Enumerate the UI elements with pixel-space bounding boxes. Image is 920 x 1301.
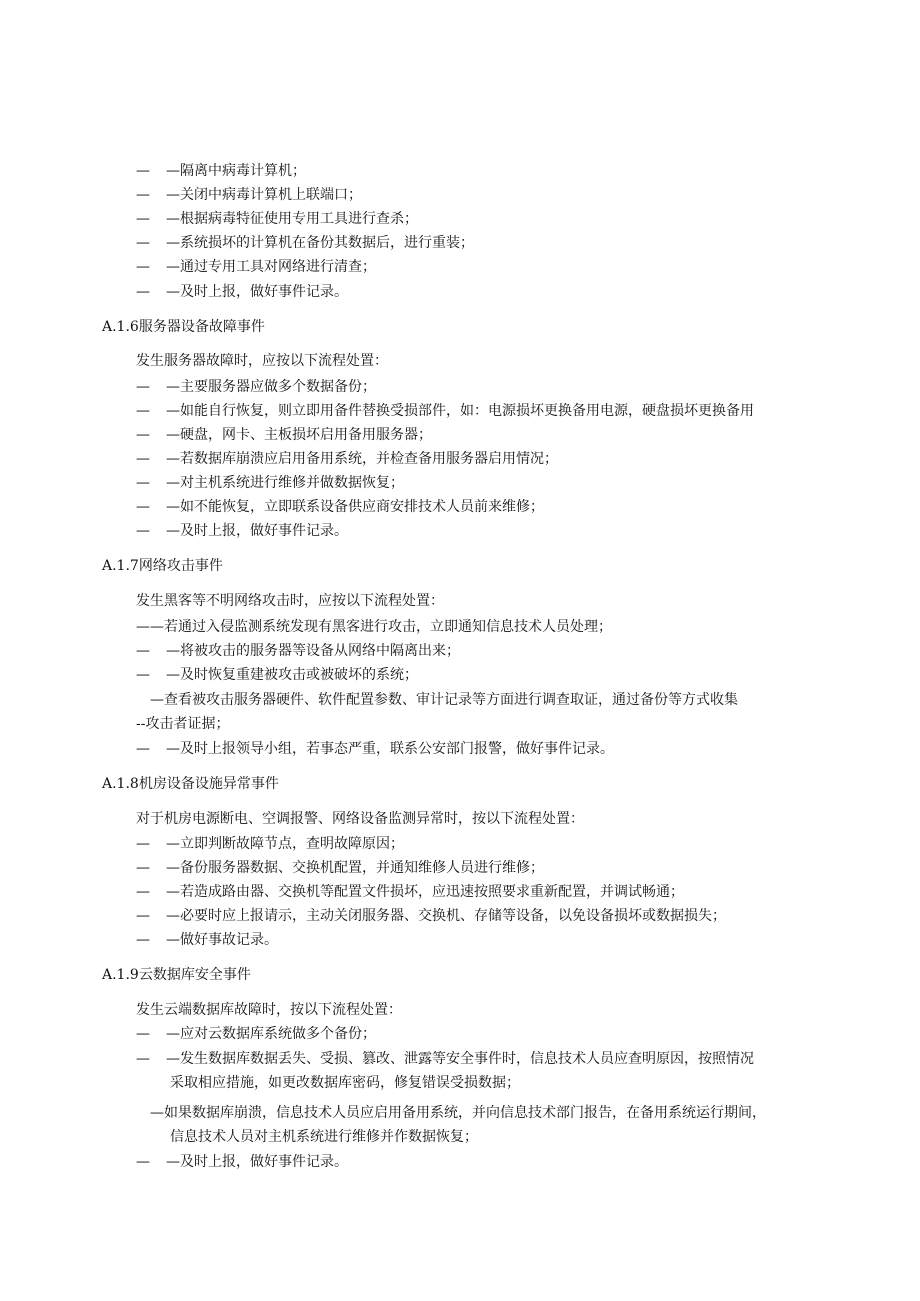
list-item: —查看被攻击服务器硬件、软件配置参数、审计记录等方面进行调查取证，通过备份等方式收集 — [150, 692, 738, 708]
list-item: —如果数据库崩溃，信息技术人员应启用备用系统，并向信息技术部门报告，在备用系统运行期间， — [150, 1105, 766, 1121]
list-dash: — — [136, 643, 150, 659]
list-item: —备份服务器数据、交换机配置，并通知维修人员进行维修； — [166, 860, 544, 876]
list-item: —必要时应上报请示，主动关闭服务器、交换机、存储等设备，以免设备损坏或数据损失； — [166, 908, 726, 924]
section-heading: A.1.6服务器设备故障事件 — [102, 319, 265, 335]
list-dash: — — [136, 1154, 150, 1170]
list-item: —发生数据库数据丢失、受损、篡改、泄露等安全事件时，信息技术人员应查明原因，按照情况 — [166, 1051, 754, 1067]
list-item: —将被攻击的服务器等设备从网络中隔离出来； — [166, 643, 460, 659]
list-item: —立即判断故障节点，查明故障原因； — [166, 836, 404, 852]
list-dash: — — [136, 499, 150, 515]
list-dash: — — [136, 379, 150, 395]
list-dash: — — [136, 523, 150, 539]
section-heading: A.1.8机房设备设施异常事件 — [102, 776, 279, 792]
list-dash: — — [136, 163, 150, 179]
section-heading: A.1.7网络攻击事件 — [102, 558, 223, 574]
list-dash: — — [136, 884, 150, 900]
list-item: —关闭中病毒计算机上联端口； — [166, 187, 362, 203]
list-dash: — — [136, 427, 150, 443]
list-dash: — — [136, 1051, 150, 1067]
list-dash: — — [136, 211, 150, 227]
list-item: —隔离中病毒计算机； — [166, 163, 306, 179]
list-dash: — — [136, 741, 150, 757]
list-item: —对主机系统进行维修并做数据恢复； — [166, 475, 404, 491]
list-item: —应对云数据库系统做多个备份； — [166, 1026, 376, 1042]
list-item: —及时上报领导小组，若事态严重，联系公安部门报警，做好事件记录。 — [166, 741, 614, 757]
section-intro: 发生服务器故障时，应按以下流程处置： — [136, 353, 388, 369]
section-intro: 发生云端数据库故障时，按以下流程处置： — [136, 1002, 402, 1018]
list-dash: — — [136, 187, 150, 203]
list-dash: — — [136, 451, 150, 467]
list-item: —做好事故记录。 — [166, 932, 278, 948]
list-item: —及时上报，做好事件记录。 — [166, 284, 348, 300]
section-intro: 对于机房电源断电、空调报警、网络设备监测异常时，按以下流程处置： — [136, 811, 584, 827]
list-item: —硬盘，网卡、主板损坏启用备用服务器； — [166, 427, 432, 443]
list-item: —如不能恢复，立即联系设备供应商安排技术人员前来维修； — [166, 499, 544, 515]
section-heading: A.1.9云数据库安全事件 — [102, 967, 251, 983]
list-dash: — — [136, 908, 150, 924]
list-dash: — — [136, 235, 150, 251]
list-item: —系统损坏的计算机在备份其数据后，进行重装； — [166, 235, 474, 251]
section-intro: 发生黑客等不明网络攻击时，应按以下流程处置： — [136, 593, 444, 609]
list-item-continuation: 信息技术人员对主机系统进行维修并作数据恢复； — [170, 1129, 478, 1145]
list-item-continuation: 采取相应措施，如更改数据库密码，修复错误受损数据； — [170, 1075, 520, 1091]
list-item: —及时上报，做好事件记录。 — [166, 523, 348, 539]
list-dash: — — [136, 860, 150, 876]
list-item: —及时恢复重建被攻击或被破坏的系统； — [166, 667, 418, 683]
list-item: —根据病毒特征使用专用工具进行查杀； — [166, 211, 418, 227]
list-dash: — — [136, 1026, 150, 1042]
list-dash: — — [136, 667, 150, 683]
list-dash: — — [136, 259, 150, 275]
list-dash: — — [136, 932, 150, 948]
list-dash: — — [136, 475, 150, 491]
list-item: —及时上报，做好事件记录。 — [166, 1154, 348, 1170]
list-item: —若数据库崩溃应启用备用系统，并检查备用服务器启用情况； — [166, 451, 558, 467]
list-dash: — — [136, 403, 150, 419]
list-item: —主要服务器应做多个数据备份； — [166, 379, 376, 395]
list-dash: — — [136, 836, 150, 852]
list-item: ——若通过入侵监测系统发现有黑客进行攻击，立即通知信息技术人员处理； — [136, 619, 612, 635]
list-item: —通过专用工具对网络进行清查； — [166, 259, 376, 275]
list-item: —如能自行恢复，则立即用备件替换受损部件，如：电源损坏更换备用电源，硬盘损坏更换备用 — [166, 403, 754, 419]
list-item-continuation: --攻击者证据； — [136, 716, 230, 732]
list-dash: — — [136, 284, 150, 300]
list-item: —若造成路由器、交换机等配置文件损坏，应迅速按照要求重新配置，并调试畅通； — [166, 884, 684, 900]
